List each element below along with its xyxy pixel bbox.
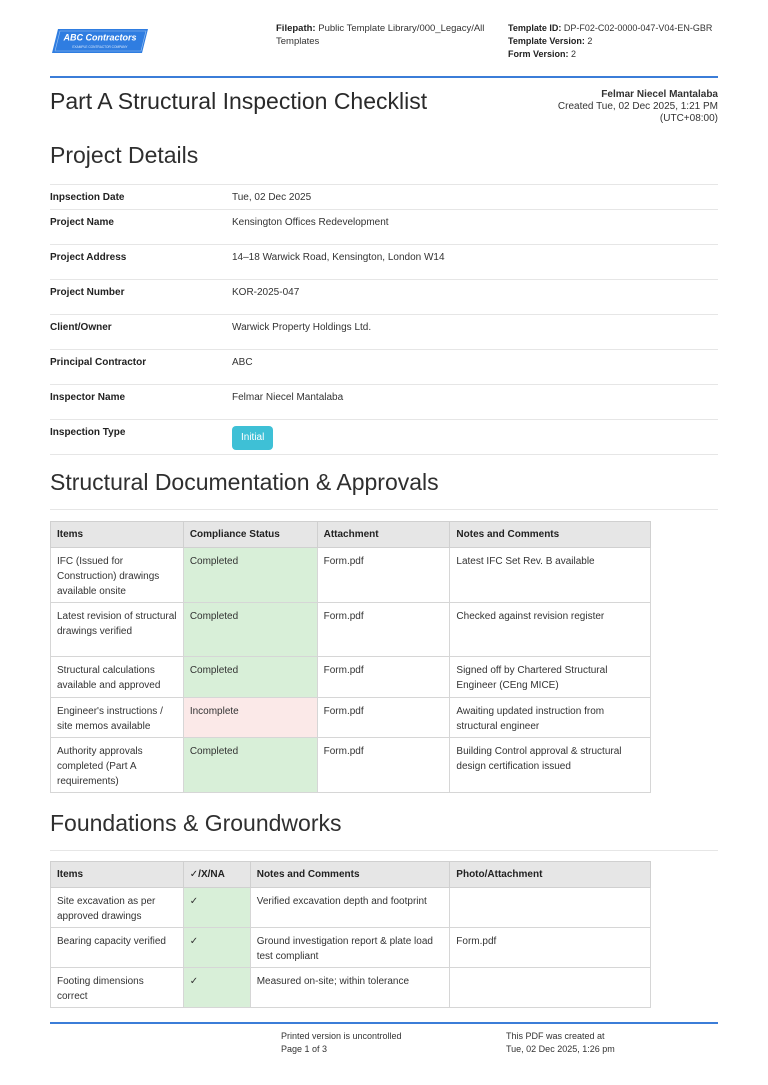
detail-label: Inspection Type: [50, 427, 126, 438]
item-cell: IFC (Issued for Construction) drawings available onsite: [51, 548, 184, 603]
form-version-line: [508, 48, 723, 61]
item-cell: Latest revision of structural drawings verified: [51, 603, 184, 657]
detail-value: ABC: [232, 357, 253, 368]
detail-row-client-owner: [50, 314, 718, 349]
template-version-value: 2: [587, 36, 593, 46]
section-divider: [50, 850, 718, 851]
company-logo: [52, 28, 148, 54]
status-cell: Completed: [183, 738, 317, 793]
detail-row-project-address: [50, 244, 718, 279]
detail-label: Client/Owner: [50, 322, 112, 333]
attachment-link[interactable]: [450, 888, 651, 928]
detail-value: Kensington Offices Redevelopment: [232, 217, 389, 228]
notes-cell: Measured on-site; within tolerance: [250, 968, 450, 1008]
notes-cell: Ground investigation report & plate load test compliant: [250, 928, 450, 968]
table-row: [51, 548, 651, 603]
detail-value: Warwick Property Holdings Ltd.: [232, 322, 372, 333]
template-version-label: Template Version:: [508, 36, 585, 46]
attachment-link[interactable]: Form.pdf: [317, 738, 450, 793]
column-header: Items: [51, 522, 184, 548]
table-row: [51, 888, 651, 928]
page-number: Page 1 of 3: [281, 1044, 328, 1054]
document-header: [50, 18, 718, 74]
notes-cell: Awaiting updated instruction from structural engineer: [450, 698, 651, 738]
notes-cell: Building Control approval & structural design certification issued: [450, 738, 651, 793]
check-mark-icon: ✓: [183, 928, 250, 968]
detail-row-inspection-type: [50, 419, 718, 455]
table-header-row: [51, 522, 651, 548]
detail-row-project-name: [50, 209, 718, 244]
detail-value: Tue, 02 Dec 2025: [232, 192, 312, 203]
item-cell: Structural calculations available and approved: [51, 657, 184, 698]
item-cell: Site excavation as per approved drawings: [51, 888, 184, 928]
filepath-info: [276, 22, 486, 48]
table-row: [51, 928, 651, 968]
table-header-row: [51, 862, 651, 888]
pdf-created-value: Tue, 02 Dec 2025, 1:26 pm: [506, 1044, 615, 1054]
status-cell: Completed: [183, 548, 317, 603]
column-header: Photo/Attachment: [450, 862, 651, 888]
detail-label: Project Address: [50, 252, 127, 263]
foundations-table: [50, 861, 651, 1008]
section-divider: [50, 509, 718, 510]
column-header: Compliance Status: [183, 522, 317, 548]
column-header: Notes and Comments: [450, 522, 651, 548]
attachment-link[interactable]: Form.pdf: [317, 657, 450, 698]
column-header: Notes and Comments: [250, 862, 450, 888]
inspection-type-badge: Initial: [232, 426, 273, 450]
page-title: Part A Structural Inspection Checklist: [50, 88, 428, 114]
status-cell: Incomplete: [183, 698, 317, 738]
column-header: Attachment: [317, 522, 450, 548]
creator-info: [558, 89, 718, 125]
attachment-link[interactable]: [450, 968, 651, 1008]
template-id-label: Template ID:: [508, 23, 562, 33]
detail-row-project-number: [50, 279, 718, 314]
table-row: [51, 968, 651, 1008]
detail-label: Inspector Name: [50, 392, 126, 403]
notes-cell: Checked against revision register: [450, 603, 651, 657]
structural-docs-table: [50, 521, 651, 793]
template-info: [508, 22, 723, 61]
footer-left: [281, 1030, 402, 1056]
detail-label: Project Number: [50, 287, 125, 298]
item-cell: Bearing capacity verified: [51, 928, 184, 968]
template-version-line: [508, 35, 723, 48]
creator-name: Felmar Niecel Mantalaba: [601, 89, 718, 100]
notes-cell: Signed off by Chartered Structural Engineer (CEng MICE): [450, 657, 651, 698]
column-header: ✓/X/NA: [183, 862, 250, 888]
table-row: [51, 738, 651, 793]
svg-text:EXAMPLE CONTRACTOR COMPANY: EXAMPLE CONTRACTOR COMPANY: [72, 45, 128, 49]
attachment-link[interactable]: Form.pdf: [317, 548, 450, 603]
project-details-heading: Project Details: [50, 142, 199, 168]
status-cell: Completed: [183, 657, 317, 698]
structural-docs-heading: Structural Documentation & Approvals: [50, 469, 439, 495]
item-cell: Footing dimensions correct: [51, 968, 184, 1008]
form-version-label: Form Version:: [508, 49, 569, 59]
check-mark-icon: ✓: [183, 888, 250, 928]
detail-label: Principal Contractor: [50, 357, 147, 368]
form-version-value: 2: [571, 49, 577, 59]
template-id-value: DP-F02-C02-0000-047-V04-EN-GBR: [563, 23, 713, 33]
detail-value: 14–18 Warwick Road, Kensington, London W14: [232, 252, 445, 263]
item-cell: Engineer's instructions / site memos available: [51, 698, 184, 738]
attachment-link[interactable]: Form.pdf: [450, 928, 651, 968]
check-mark-icon: ✓: [183, 968, 250, 1008]
foundations-heading: Foundations & Groundworks: [50, 810, 342, 836]
pdf-created-label: This PDF was created at: [506, 1031, 605, 1041]
detail-row-inspector-name: [50, 384, 718, 419]
svg-text:ABC Contractors: ABC Contractors: [63, 32, 137, 43]
created-date: Created Tue, 02 Dec 2025, 1:21 PM: [557, 101, 718, 112]
detail-row-principal-contractor: [50, 349, 718, 384]
column-header: Items: [51, 862, 184, 888]
notes-cell: Verified excavation depth and footprint: [250, 888, 450, 928]
table-row: [51, 657, 651, 698]
table-row: [51, 698, 651, 738]
detail-row-inspection-date: [50, 184, 718, 209]
attachment-link[interactable]: Form.pdf: [317, 603, 450, 657]
detail-label: Project Name: [50, 217, 114, 228]
footer-right: [506, 1030, 615, 1056]
uncontrolled-notice: Printed version is uncontrolled: [281, 1031, 402, 1041]
status-cell: Completed: [183, 603, 317, 657]
detail-value: Felmar Niecel Mantalaba: [232, 392, 344, 403]
detail-value: KOR-2025-047: [232, 287, 300, 298]
filepath-label: Filepath:: [276, 23, 316, 34]
detail-label: Inpsection Date: [50, 192, 125, 203]
item-cell: Authority approvals completed (Part A requirements): [51, 738, 184, 793]
template-id-line: [508, 22, 723, 35]
created-timezone: (UTC+08:00): [659, 113, 718, 124]
attachment-link[interactable]: Form.pdf: [317, 698, 450, 738]
header-divider: [50, 76, 718, 78]
footer-divider: [50, 1022, 718, 1024]
notes-cell: Latest IFC Set Rev. B available: [450, 548, 651, 603]
filepath-value: Public Template Library/000_Legacy/All Templates: [276, 23, 485, 47]
table-row: [51, 603, 651, 657]
